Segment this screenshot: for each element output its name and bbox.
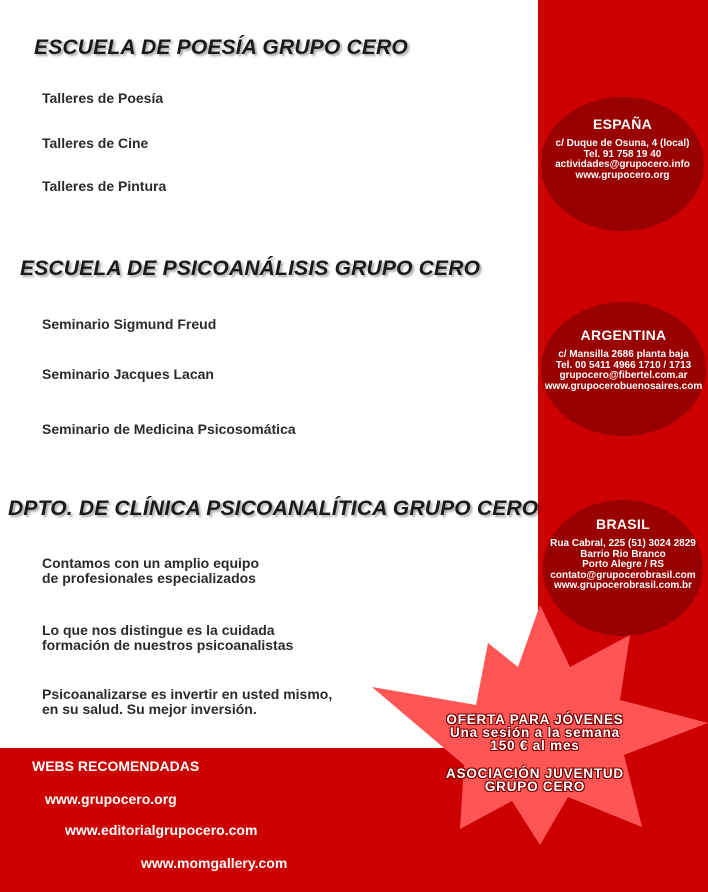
phone-line: Tel. 91 758 19 40	[583, 148, 662, 160]
address-line: Rua Cabral, 225 (51) 3024 2829	[550, 538, 696, 549]
list-item	[42, 623, 293, 653]
list-item: Seminario de Medicina Psicosomática	[42, 421, 296, 437]
list-item-line: Contamos con un amplio equipo	[42, 555, 259, 571]
country-card-espana	[541, 97, 704, 231]
address-line: Barrio Rio Branco	[580, 548, 666, 560]
list-item	[42, 687, 332, 717]
email-link[interactable]: grupocero@fibertel.com.ar	[559, 370, 688, 381]
offer-price: 150 € al mes	[490, 738, 580, 753]
website-link[interactable]: www.grupocero.org	[575, 169, 670, 181]
section-title-clinica: DPTO. DE CLÍNICA PSICOANALÍTICA GRUPO CERO	[8, 497, 539, 520]
address-line: c/ Duque de Osuna, 4 (local)	[555, 138, 690, 149]
list-item: Seminario Sigmund Freud	[42, 316, 217, 332]
list-item: Talleres de Poesía	[42, 90, 164, 106]
country-name: ESPAÑA	[592, 116, 653, 132]
list-item-line: de profesionales especializados	[42, 570, 256, 586]
web-link-editorial[interactable]: www.editorialgrupocero.com	[65, 822, 258, 838]
country-name: ARGENTINA	[580, 327, 667, 343]
country-name: BRASIL	[596, 516, 650, 532]
list-item: Seminario Jacques Lacan	[42, 366, 214, 382]
list-item-line: Lo que nos distingue es la cuidada	[42, 622, 275, 638]
section-title-psicoanalisis: ESCUELA DE PSICOANÁLISIS GRUPO CERO	[20, 257, 481, 280]
list-item-line: formación de nuestros psicoanalistas	[42, 637, 294, 653]
section-title-poesia: ESCUELA DE POESÍA GRUPO CERO	[34, 36, 408, 59]
list-item-line: Psicoanalizarse es invertir en usted mismo,	[42, 686, 333, 702]
association-line: GRUPO CERO	[484, 779, 586, 794]
offer-title: OFERTA PARA JÓVENES	[446, 712, 624, 727]
web-link-momgallery[interactable]: www.momgallery.com	[141, 855, 288, 871]
offer-detail: Una sesión a la semana	[450, 725, 620, 740]
address-line: c/ Mansilla 2686 planta baja	[558, 349, 689, 360]
country-card-argentina	[541, 302, 706, 436]
email-link[interactable]: actividades@grupocero.info	[555, 159, 690, 170]
web-link-grupocero[interactable]: www.grupocero.org	[45, 791, 177, 807]
website-link[interactable]: www.grupocerobrasil.com.br	[554, 580, 692, 591]
webs-title: WEBS RECOMENDADAS	[32, 758, 200, 774]
address-line: Porto Alegre / RS	[582, 559, 664, 570]
list-item: Talleres de Cine	[42, 135, 149, 151]
email-link[interactable]: contato@grupocerobrasil.com	[550, 569, 696, 581]
list-item-line: en su salud. Su mejor inversión.	[42, 701, 257, 717]
list-item: Talleres de Pintura	[42, 178, 167, 194]
association-line: ASOCIACIÓN JUVENTUD	[446, 766, 624, 781]
association-text	[405, 767, 665, 793]
website-link[interactable]: www.grupocerobuenosaires.com	[544, 380, 703, 392]
offer-text	[405, 713, 665, 752]
list-item	[42, 556, 259, 586]
phone-line: Tel. 00 5411 4966 1710 / 1713	[555, 359, 692, 371]
